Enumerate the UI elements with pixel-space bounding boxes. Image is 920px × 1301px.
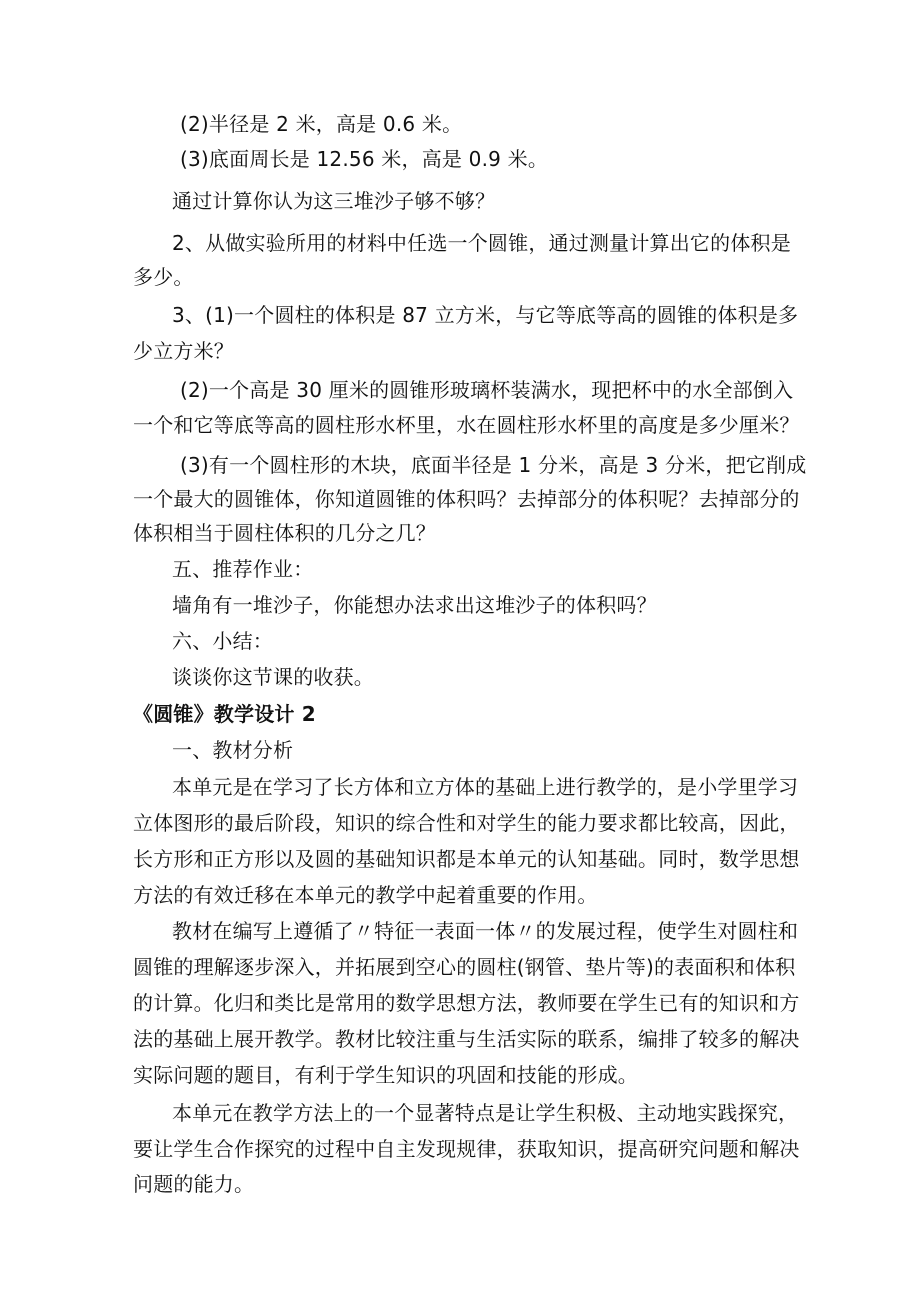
- text-line: 圆锥的理解逐步深入，并拓展到空心的圆柱(钢管、垫片等)的表面积和体积: [133, 955, 796, 979]
- text-line: (2)一个高是 30 厘米的圆锥形玻璃杯装满水，现把杯中的水全部倒入: [180, 378, 794, 402]
- text-line: 2、从做实验所用的材料中任选一个圆锥，通过测量计算出它的体积是: [172, 231, 791, 255]
- text-line: (3)底面周长是 12.56 米，高是 0.9 米。: [180, 147, 549, 171]
- text-line: (2)半径是 2 米，高是 0.6 米。: [180, 112, 463, 136]
- text-line: 谈谈你这节课的收获。: [172, 665, 374, 689]
- text-line: 一个和它等底等高的圆柱形水杯里，水在圆柱形水杯里的高度是多少厘米？: [133, 413, 800, 437]
- text-line: 教材在编写上遵循了〃特征一表面一体〃的发展过程，使学生对圆柱和: [172, 919, 799, 943]
- text-line: 的计算。化归和类比是常用的数学思想方法，教师要在学生已有的知识和方: [133, 991, 800, 1015]
- text-line: 法的基础上展开教学。教材比较注重与生活实际的联系，编排了较多的解决: [133, 1027, 800, 1051]
- text-line: 本单元在教学方法上的一个显著特点是让学生积极、主动地实践探究，: [172, 1101, 799, 1125]
- text-line: 通过计算你认为这三堆沙子够不够？: [172, 189, 496, 213]
- text-line: (3)有一个圆柱形的木块，底面半径是 1 分米，高是 3 分米，把它削成: [180, 453, 807, 477]
- text-line: 少立方米？: [133, 339, 234, 363]
- section-heading: 五、推荐作业：: [172, 557, 314, 581]
- text-line: 立体图形的最后阶段，知识的综合性和对学生的能力要求都比较高，因此，: [133, 811, 800, 835]
- document-title: 《圆锥》教学设计 2: [133, 702, 316, 726]
- text-line: 本单元是在学习了长方体和立方体的基础上进行教学的，是小学里学习: [172, 775, 799, 799]
- text-line: 3、(1)一个圆柱的体积是 87 立方米，与它等底等高的圆锥的体积是多: [172, 303, 799, 327]
- text-line: 要让学生合作探究的过程中自主发现规律，获取知识，提高研究问题和解决: [133, 1137, 800, 1161]
- text-line: 墙角有一堆沙子，你能想办法求出这堆沙子的体积吗？: [172, 593, 657, 617]
- text-line: 一个最大的圆锥体，你知道圆锥的体积吗？去掉部分的体积呢？去掉部分的: [133, 487, 800, 511]
- text-line: 体积相当于圆柱体积的几分之几？: [133, 521, 436, 545]
- section-heading: 六、小结：: [172, 629, 273, 653]
- text-line: 多少。: [133, 265, 194, 289]
- text-line: 长方形和正方形以及圆的基础知识都是本单元的认知基础。同时，数学思想: [133, 847, 800, 871]
- section-heading: 一、教材分析: [172, 738, 294, 762]
- text-line: 实际问题的题目，有利于学生知识的巩固和技能的形成。: [133, 1063, 638, 1087]
- text-line: 问题的能力。: [133, 1172, 255, 1196]
- text-line: 方法的有效迁移在本单元的教学中起着重要的作用。: [133, 883, 598, 907]
